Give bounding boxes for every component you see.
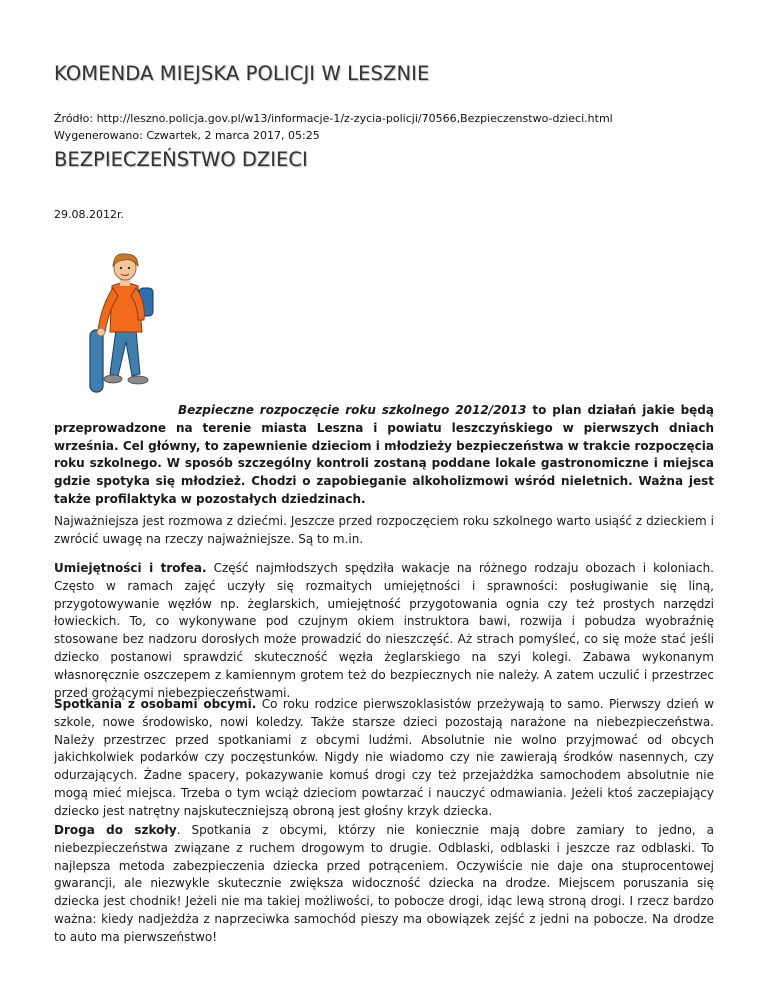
article-title: BEZPIECZEŃSTWO DZIECI — [54, 148, 308, 171]
lead-italic: Bezpieczne rozpoczęcie roku szkolnego 2012/2013 — [178, 403, 527, 417]
section-text: . Spotkania z obcymi, którzy nie koniecznie mają dobre zamiary to jedno, a niebezpieczeństwa związane z ruchem drogowym to drugie. Odblaski, odblaski i jeszcze raz odblaski. To najlepsza metoda zabezpieczenia dziecka przed potrąceniem. Oczywiście nie daje ona stuprocentowej gwarancji, ale niezwykle skutecznie zwiększa widoczność dziecka na drodze. Miejscem poruszania się dziecka jest chodnik! Jeżeli nie ma takiej możliwości, to pobocze drogi, idąc lewą stroną drogi. I rzecz bardzo ważna: kiedy nadjeżdża z naprzeciwka samochód pieszy ma obowiązek zejść z jedni na pobocze. Na drodze to auto ma pierwszeństwo! — [54, 823, 714, 944]
section-text: Część najmłodszych spędziła wakacje na różnego rodzaju obozach i koloniach. Często w ramach zajęć uczyły się rozmaitych umiejętności i sprawności: posługiwanie się liną, przygotowywanie węzłów np. żeglarskich, umiejętność przygotowania ognia czy też prostych narzędzi łowieckich. To, co wykonywane pod czujnym okiem instruktora bawi, rozwija i pobudza wyobraźnię stosowane bez nadzoru dorosłych może prowadzić do nieszczęść. Aż strach pomyśleć, co się może stać jeśli dziecko postanowi sprawdzić skuteczność węzła żeglarskiego na szyi kolegi. Zabawa wykonanym własnoręcznie oszczepem z kamiennym grotem też do bezpiecznych nie należy. A zatem uczulić i przestrzec przed grożącymi niebezpieczeństwami. — [54, 561, 714, 700]
source-line: Źródło: http://leszno.policja.gov.pl/w13/informacje-1/z-zycia-policji/70566,Bezpieczenstwo-dzieci.html — [54, 112, 613, 125]
site-title: KOMENDA MIEJSKA POLICJI W LESZNIE — [54, 62, 430, 85]
intro-paragraph: Najważniejsza jest rozmowa z dziećmi. Jeszcze przed rozpoczęciem roku szkolnego warto usiąść z dzieckiem i zwrócić uwagę na rzeczy najważniejsze. Są to m.in. — [54, 514, 714, 546]
section-paragraph — [54, 696, 714, 821]
article-date: 29.08.2012r. — [54, 208, 124, 221]
section-text: Co roku rodzice pierwszoklasistów przeżywają to samo. Pierwszy dzień w szkole, nowe środowisko, nowi koledzy. Także starsze dzieci pozostają narażone na niebezpieczeństwa. Należy przestrzec przed spotkaniami z obcymi ludźmi. Absolutnie nie wolno przyjmować od obcych jakichkolwiek podarków czy poczęstunków. Nigdy nie wiadomo czy nie zawierają środków nasennych, czy odurzających. Żadne spacery, pokazywanie komuś drogi czy też przejażdżka samochodem absolutnie nie mogą mieć miejsca. Trzeba o tym wciąż dzieciom powtarzać i nauczyć odmawiania. Jeżeli ktoś zaczepiający dziecko jest natrętny najskuteczniejszą obroną jest głośny krzyk dziecka. — [54, 697, 714, 818]
section-heading: Umiejętności i trofea. — [54, 561, 207, 575]
section-heading: Droga do szkoły — [54, 823, 177, 837]
generated-line: Wygenerowano: Czwartek, 2 marca 2017, 05:25 — [54, 129, 320, 142]
lead-text: to plan działań jakie będą przeprowadzone na terenie miasta Leszna i powiatu leszczyńskiego w pierwszych dniach września. Cel główny, to zapewnienie dzieciom i młodzieży bezpieczeństwa w trakcie rozpoczęcia roku szkolnego. W sposób szczególny kontroli zostaną poddane lokale gastronomiczne i miejsca gdzie spotyka się młodzież. Chodzi o zapobieganie alkoholizmowi wśród nieletnich. Ważna jest także profilaktyka w pozostałych dziedzinach. — [54, 403, 714, 506]
section-heading: Spotkania z osobami obcymi. — [54, 697, 257, 711]
section-paragraph — [54, 560, 714, 702]
section-paragraph — [54, 822, 714, 947]
schoolboy-illustration — [76, 246, 176, 396]
lead-paragraph — [54, 402, 714, 509]
schoolboy-icon — [76, 246, 176, 396]
meta-info — [54, 110, 613, 144]
